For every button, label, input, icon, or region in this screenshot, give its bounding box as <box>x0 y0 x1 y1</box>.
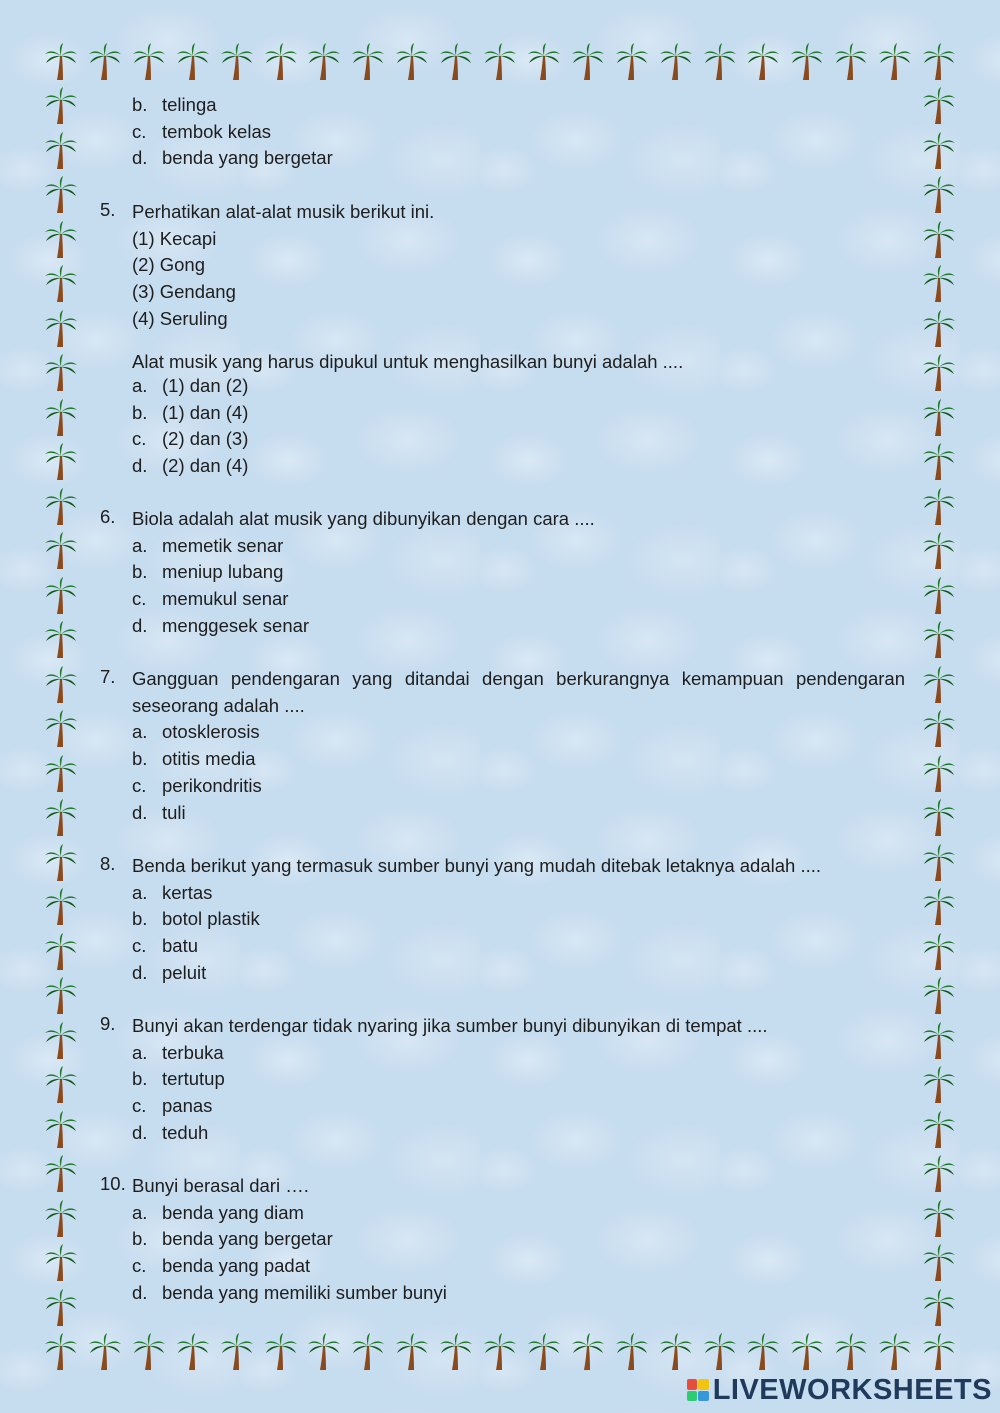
palm-tree-icon <box>307 43 341 81</box>
palm-tree-icon <box>922 666 956 704</box>
question-stem: Bunyi berasal dari …. <box>132 1175 309 1196</box>
palm-tree-icon <box>922 532 956 570</box>
option-b[interactable]: b. meniup lubang <box>132 561 284 583</box>
palm-tree-icon <box>527 1333 561 1371</box>
option-c[interactable]: c. benda yang padat <box>132 1255 311 1277</box>
palm-tree-icon <box>44 577 78 615</box>
palm-tree-icon <box>922 354 956 392</box>
palm-tree-icon <box>44 1022 78 1060</box>
palm-tree-icon <box>264 43 298 81</box>
palm-tree-icon <box>571 1333 605 1371</box>
question-number: 5. <box>100 199 116 220</box>
option-b[interactable]: b. otitis media <box>132 748 256 770</box>
palm-tree-icon <box>922 1200 956 1238</box>
option-b[interactable]: b. benda yang bergetar <box>132 1228 333 1250</box>
palm-tree-icon <box>44 1244 78 1282</box>
palm-tree-icon <box>176 1333 210 1371</box>
palm-tree-icon <box>44 1289 78 1327</box>
logo-text: LIVEWORKSHEETS <box>712 1373 992 1406</box>
palm-tree-icon <box>922 221 956 259</box>
palm-tree-icon <box>176 43 210 81</box>
palm-tree-icon <box>922 132 956 170</box>
option-d[interactable]: d. (2) dan (4) <box>132 455 249 477</box>
palm-tree-icon <box>834 43 868 81</box>
palm-tree-icon <box>44 888 78 926</box>
palm-tree-icon <box>44 488 78 526</box>
palm-tree-icon <box>922 488 956 526</box>
option-d[interactable]: d. tuli <box>132 801 186 823</box>
palm-tree-icon <box>922 577 956 615</box>
palm-tree-icon <box>615 1333 649 1371</box>
palm-tree-icon <box>395 43 429 81</box>
palm-tree-icon <box>483 1333 517 1371</box>
palm-tree-icon <box>922 888 956 926</box>
option-c[interactable]: c. perikondritis <box>132 774 262 796</box>
palm-tree-icon <box>44 1111 78 1149</box>
palm-tree-icon <box>351 43 385 81</box>
option-a[interactable]: a. kertas <box>132 881 213 903</box>
instrument-list-item: (2) Gong <box>132 254 206 276</box>
question-5 <box>100 199 905 477</box>
palm-tree-icon <box>44 710 78 748</box>
palm-tree-icon <box>703 1333 737 1371</box>
palm-tree-icon <box>922 710 956 748</box>
question-8 <box>100 853 905 983</box>
option-a[interactable]: a. benda yang diam <box>132 1201 304 1223</box>
palm-tree-icon <box>44 354 78 392</box>
palm-tree-icon <box>922 977 956 1015</box>
palm-tree-icon <box>922 1111 956 1149</box>
palm-tree-icon <box>44 1066 78 1104</box>
palm-tree-icon <box>44 755 78 793</box>
palm-tree-icon <box>790 43 824 81</box>
palm-tree-icon <box>483 43 517 81</box>
palm-tree-icon <box>132 1333 166 1371</box>
palm-tree-icon <box>922 844 956 882</box>
palm-tree-icon <box>44 799 78 837</box>
palm-tree-icon <box>878 43 912 81</box>
palm-tree-icon <box>44 87 78 125</box>
option-a[interactable]: a. (1) dan (2) <box>132 375 249 396</box>
palm-tree-icon <box>44 844 78 882</box>
palm-tree-icon <box>922 176 956 214</box>
palm-tree-icon <box>922 799 956 837</box>
question-prompt: Alat musik yang harus dipukul untuk menghasilkan bunyi adalah .... <box>132 351 684 372</box>
palm-tree-icon <box>659 43 693 81</box>
palm-tree-icon <box>922 43 956 81</box>
palm-tree-icon <box>264 1333 298 1371</box>
palm-tree-icon <box>44 1200 78 1238</box>
question-stem: Gangguan pendengaran yang ditandai dengan berkurangnya kemampuan pendengaran seseorang adalah .... <box>132 668 905 716</box>
option-b[interactable]: b. tertutup <box>132 1068 225 1090</box>
palm-tree-icon <box>88 1333 122 1371</box>
palm-tree-icon <box>922 1066 956 1104</box>
palm-tree-icon <box>439 43 473 81</box>
question-number: 6. <box>100 506 116 527</box>
option-d[interactable]: d. teduh <box>132 1121 209 1143</box>
question-stem: Bunyi akan terdengar tidak nyaring jika sumber bunyi dibunyikan di tempat .... <box>132 1015 768 1036</box>
palm-tree-icon <box>44 977 78 1015</box>
palm-tree-icon <box>220 1333 254 1371</box>
palm-tree-icon <box>922 1333 956 1371</box>
palm-tree-icon <box>746 43 780 81</box>
option-b[interactable]: b. telinga <box>132 94 217 115</box>
palm-tree-icon <box>922 1022 956 1060</box>
palm-tree-icon <box>834 1333 868 1371</box>
liveworksheets-logo[interactable] <box>687 1373 992 1407</box>
question-stem: Benda berikut yang termasuk sumber bunyi yang mudah ditebak letaknya adalah .... <box>132 855 822 876</box>
option-c[interactable]: c. tembok kelas <box>132 120 271 142</box>
liveworksheets-logo-icon <box>687 1379 709 1401</box>
question-number: 8. <box>100 853 116 874</box>
instrument-list-item: (4) Seruling <box>132 307 228 329</box>
palm-tree-icon <box>571 43 605 81</box>
option-c[interactable]: c. (2) dan (3) <box>132 428 249 450</box>
palm-tree-icon <box>922 87 956 125</box>
palm-tree-icon <box>922 1244 956 1282</box>
option-d[interactable]: d. benda yang bergetar <box>132 147 333 169</box>
palm-tree-icon <box>922 399 956 437</box>
question-stem: Perhatikan alat-alat musik berikut ini. <box>132 201 435 222</box>
palm-tree-icon <box>746 1333 780 1371</box>
instrument-list-item: (1) Kecapi <box>132 227 217 249</box>
palm-tree-icon <box>878 1333 912 1371</box>
palm-tree-icon <box>922 933 956 971</box>
option-c[interactable]: c. memukul senar <box>132 588 289 610</box>
palm-tree-icon <box>922 755 956 793</box>
palm-tree-icon <box>44 43 78 81</box>
palm-tree-icon <box>44 176 78 214</box>
question-stem: Biola adalah alat musik yang dibunyikan dengan cara .... <box>132 508 595 529</box>
palm-tree-icon <box>44 221 78 259</box>
option-a[interactable]: a. terbuka <box>132 1041 224 1063</box>
option-d[interactable]: d. menggesek senar <box>132 614 310 636</box>
option-b[interactable]: b. (1) dan (4) <box>132 401 249 423</box>
palm-tree-icon <box>659 1333 693 1371</box>
palm-tree-icon <box>44 443 78 481</box>
option-b[interactable]: b. botol plastik <box>132 908 260 930</box>
palm-tree-icon <box>44 621 78 659</box>
option-c[interactable]: c. panas <box>132 1095 213 1117</box>
palm-tree-icon <box>44 532 78 570</box>
option-c[interactable]: c. batu <box>132 935 199 957</box>
palm-tree-icon <box>922 443 956 481</box>
palm-tree-icon <box>88 43 122 81</box>
option-a[interactable]: a. otosklerosis <box>132 721 260 743</box>
palm-tree-icon <box>44 265 78 303</box>
palm-tree-icon <box>439 1333 473 1371</box>
palm-tree-icon <box>44 399 78 437</box>
palm-tree-icon <box>790 1333 824 1371</box>
palm-tree-icon <box>615 43 649 81</box>
palm-tree-icon <box>44 310 78 348</box>
palm-tree-icon <box>220 43 254 81</box>
palm-tree-icon <box>44 666 78 704</box>
palm-tree-icon <box>922 1289 956 1327</box>
palm-tree-icon <box>922 310 956 348</box>
question-10 <box>100 1173 905 1303</box>
question-6 <box>100 506 905 636</box>
option-d[interactable]: d. benda yang memiliki sumber bunyi <box>132 1281 447 1303</box>
option-d[interactable]: d. peluit <box>132 961 207 983</box>
question-9 <box>100 1013 905 1143</box>
question-7 <box>100 666 905 823</box>
palm-tree-icon <box>351 1333 385 1371</box>
palm-tree-icon <box>703 43 737 81</box>
palm-tree-icon <box>44 933 78 971</box>
question-number: 10. <box>100 1173 126 1194</box>
palm-tree-icon <box>44 132 78 170</box>
palm-tree-icon <box>922 265 956 303</box>
question-number: 7. <box>100 666 116 687</box>
question-number: 9. <box>100 1013 116 1034</box>
palm-tree-icon <box>395 1333 429 1371</box>
palm-tree-icon <box>132 43 166 81</box>
palm-tree-icon <box>527 43 561 81</box>
palm-tree-icon <box>922 1155 956 1193</box>
option-a[interactable]: a. memetik senar <box>132 534 284 556</box>
palm-tree-icon <box>44 1155 78 1193</box>
palm-tree-icon <box>922 621 956 659</box>
palm-tree-icon <box>307 1333 341 1371</box>
instrument-list-item: (3) Gendang <box>132 281 236 303</box>
palm-tree-icon <box>44 1333 78 1371</box>
